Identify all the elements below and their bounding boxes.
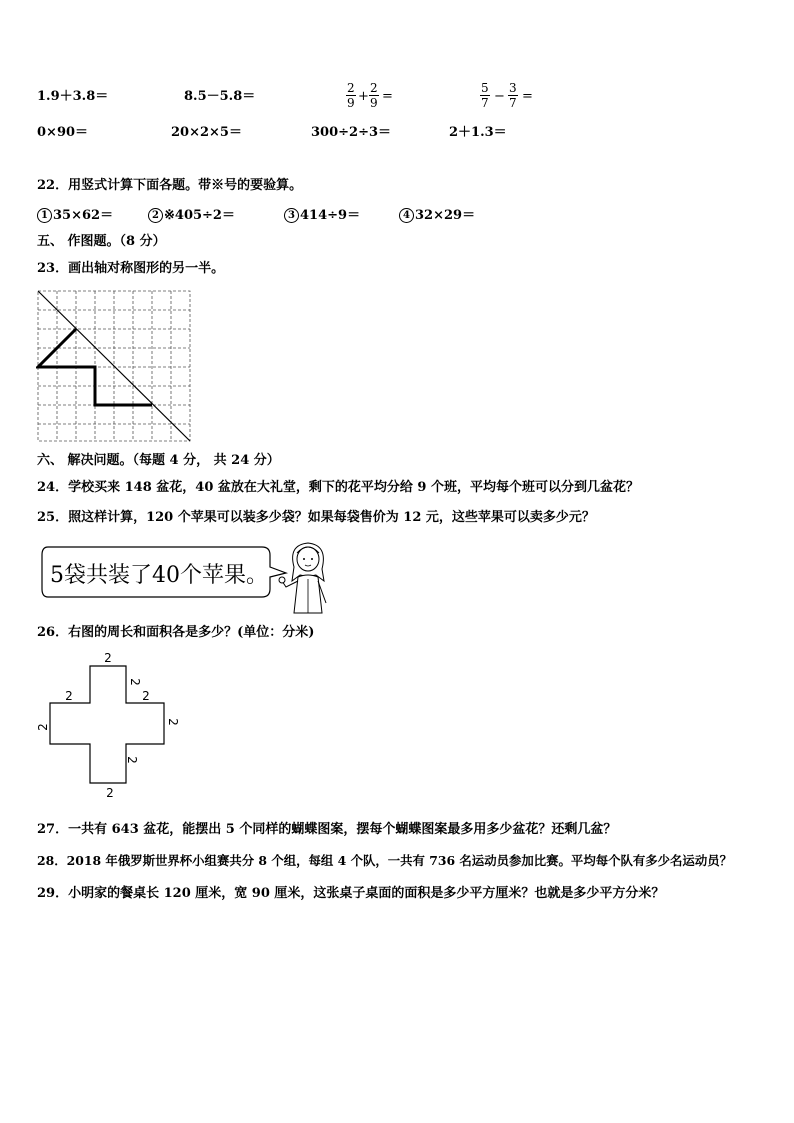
circled-number: 1	[37, 208, 52, 223]
circled-number: 4	[399, 208, 414, 223]
frac-denominator: 7	[509, 96, 517, 110]
label-right-side: 2	[166, 718, 180, 726]
q22-item-text: ※405÷2＝	[164, 208, 235, 223]
frac-numerator: 2	[347, 81, 355, 95]
frac-numerator: 2	[370, 81, 378, 95]
label-right-arm-top: 2	[142, 689, 150, 703]
label-bottom: 2	[106, 786, 114, 798]
frac-operator: −	[494, 89, 505, 104]
section-5-heading: 五、 作图题。（8 分）	[37, 234, 166, 249]
calc-300-div-2-div-3: 300÷2÷3＝	[311, 125, 392, 140]
calc-8-5-minus-5-8: 8.5－5.8＝	[184, 89, 256, 104]
question-25: 25．照这样计算，120 个苹果可以装多少袋？如果每袋售价为 12 元，这些苹果可以卖多少元？	[37, 510, 595, 525]
symmetry-grid-figure	[36, 289, 192, 443]
question-26: 26．右图的周长和面积各是多少？(单位：分米)	[37, 625, 315, 640]
calc-20-times-2-times-5: 20×2×5＝	[171, 125, 242, 140]
frac-equals: =	[522, 89, 533, 104]
frac-equals: =	[382, 89, 393, 104]
calc-1-9-plus-3-8: 1.9＋3.8＝	[37, 89, 109, 104]
question-29: 29．小明家的餐桌长 120 厘米，宽 90 厘米，这张桌子桌面的面积是多少平方厘米？也就是多少平方分米？	[37, 886, 665, 901]
question-22: 22．用竖式计算下面各题。带※号的要验算。	[37, 178, 303, 193]
speech-bubble	[40, 543, 290, 603]
q22-item-text: 35×62＝	[53, 208, 114, 223]
label-top-right-side: 2	[128, 678, 142, 686]
question-28: 28．2018 年俄罗斯世界杯小组赛共分 8 个组，每组 4 个队，一共有 736 名运动员参加比赛。平均每个队有多少名运动员？	[37, 853, 732, 868]
q22-item-text: 32×29＝	[415, 208, 476, 223]
q22-item-3	[284, 208, 360, 224]
circled-number: 2	[148, 208, 163, 223]
question-24: 24．学校买来 148 盆花，40 盆放在大礼堂，剩下的花平均分给 9 个班，平均每个班可以分到几盆花？	[37, 480, 639, 495]
label-left-side: 2	[36, 723, 50, 731]
frac-denominator: 7	[481, 96, 489, 110]
calc-2-plus-1-3: 2＋1.3＝	[449, 125, 507, 140]
q22-item-4	[399, 208, 475, 224]
frac-operator: +	[358, 89, 369, 104]
q22-item-text: 414÷9＝	[300, 208, 361, 223]
q22-item-2	[148, 208, 235, 224]
q22-item-1	[37, 208, 113, 224]
circled-number: 3	[284, 208, 299, 223]
section-6-heading: 六、 解决问题。（每题 4 分， 共 24 分）	[37, 453, 280, 468]
girl-illustration	[276, 537, 338, 615]
question-27: 27．一共有 643 盆花，能摆出 5 个同样的蝴蝶图案，摆每个蝴蝶图案最多用多少盆花？还剩几盆？	[37, 822, 617, 837]
calc-0-times-90: 0×90＝	[37, 125, 89, 140]
question-23: 23．画出轴对称图形的另一半。	[37, 261, 225, 276]
frac-denominator: 9	[347, 96, 355, 110]
cross-outline	[50, 666, 164, 783]
label-bottom-right-side: 2	[125, 756, 139, 764]
frac-numerator: 5	[481, 81, 489, 95]
frac-numerator: 3	[509, 81, 517, 95]
cross-shape-figure	[36, 648, 186, 798]
speech-text: 5袋共装了40个苹果。	[50, 563, 268, 588]
frac-denominator: 9	[370, 96, 378, 110]
label-left-arm-top: 2	[65, 689, 73, 703]
label-top: 2	[104, 651, 112, 665]
